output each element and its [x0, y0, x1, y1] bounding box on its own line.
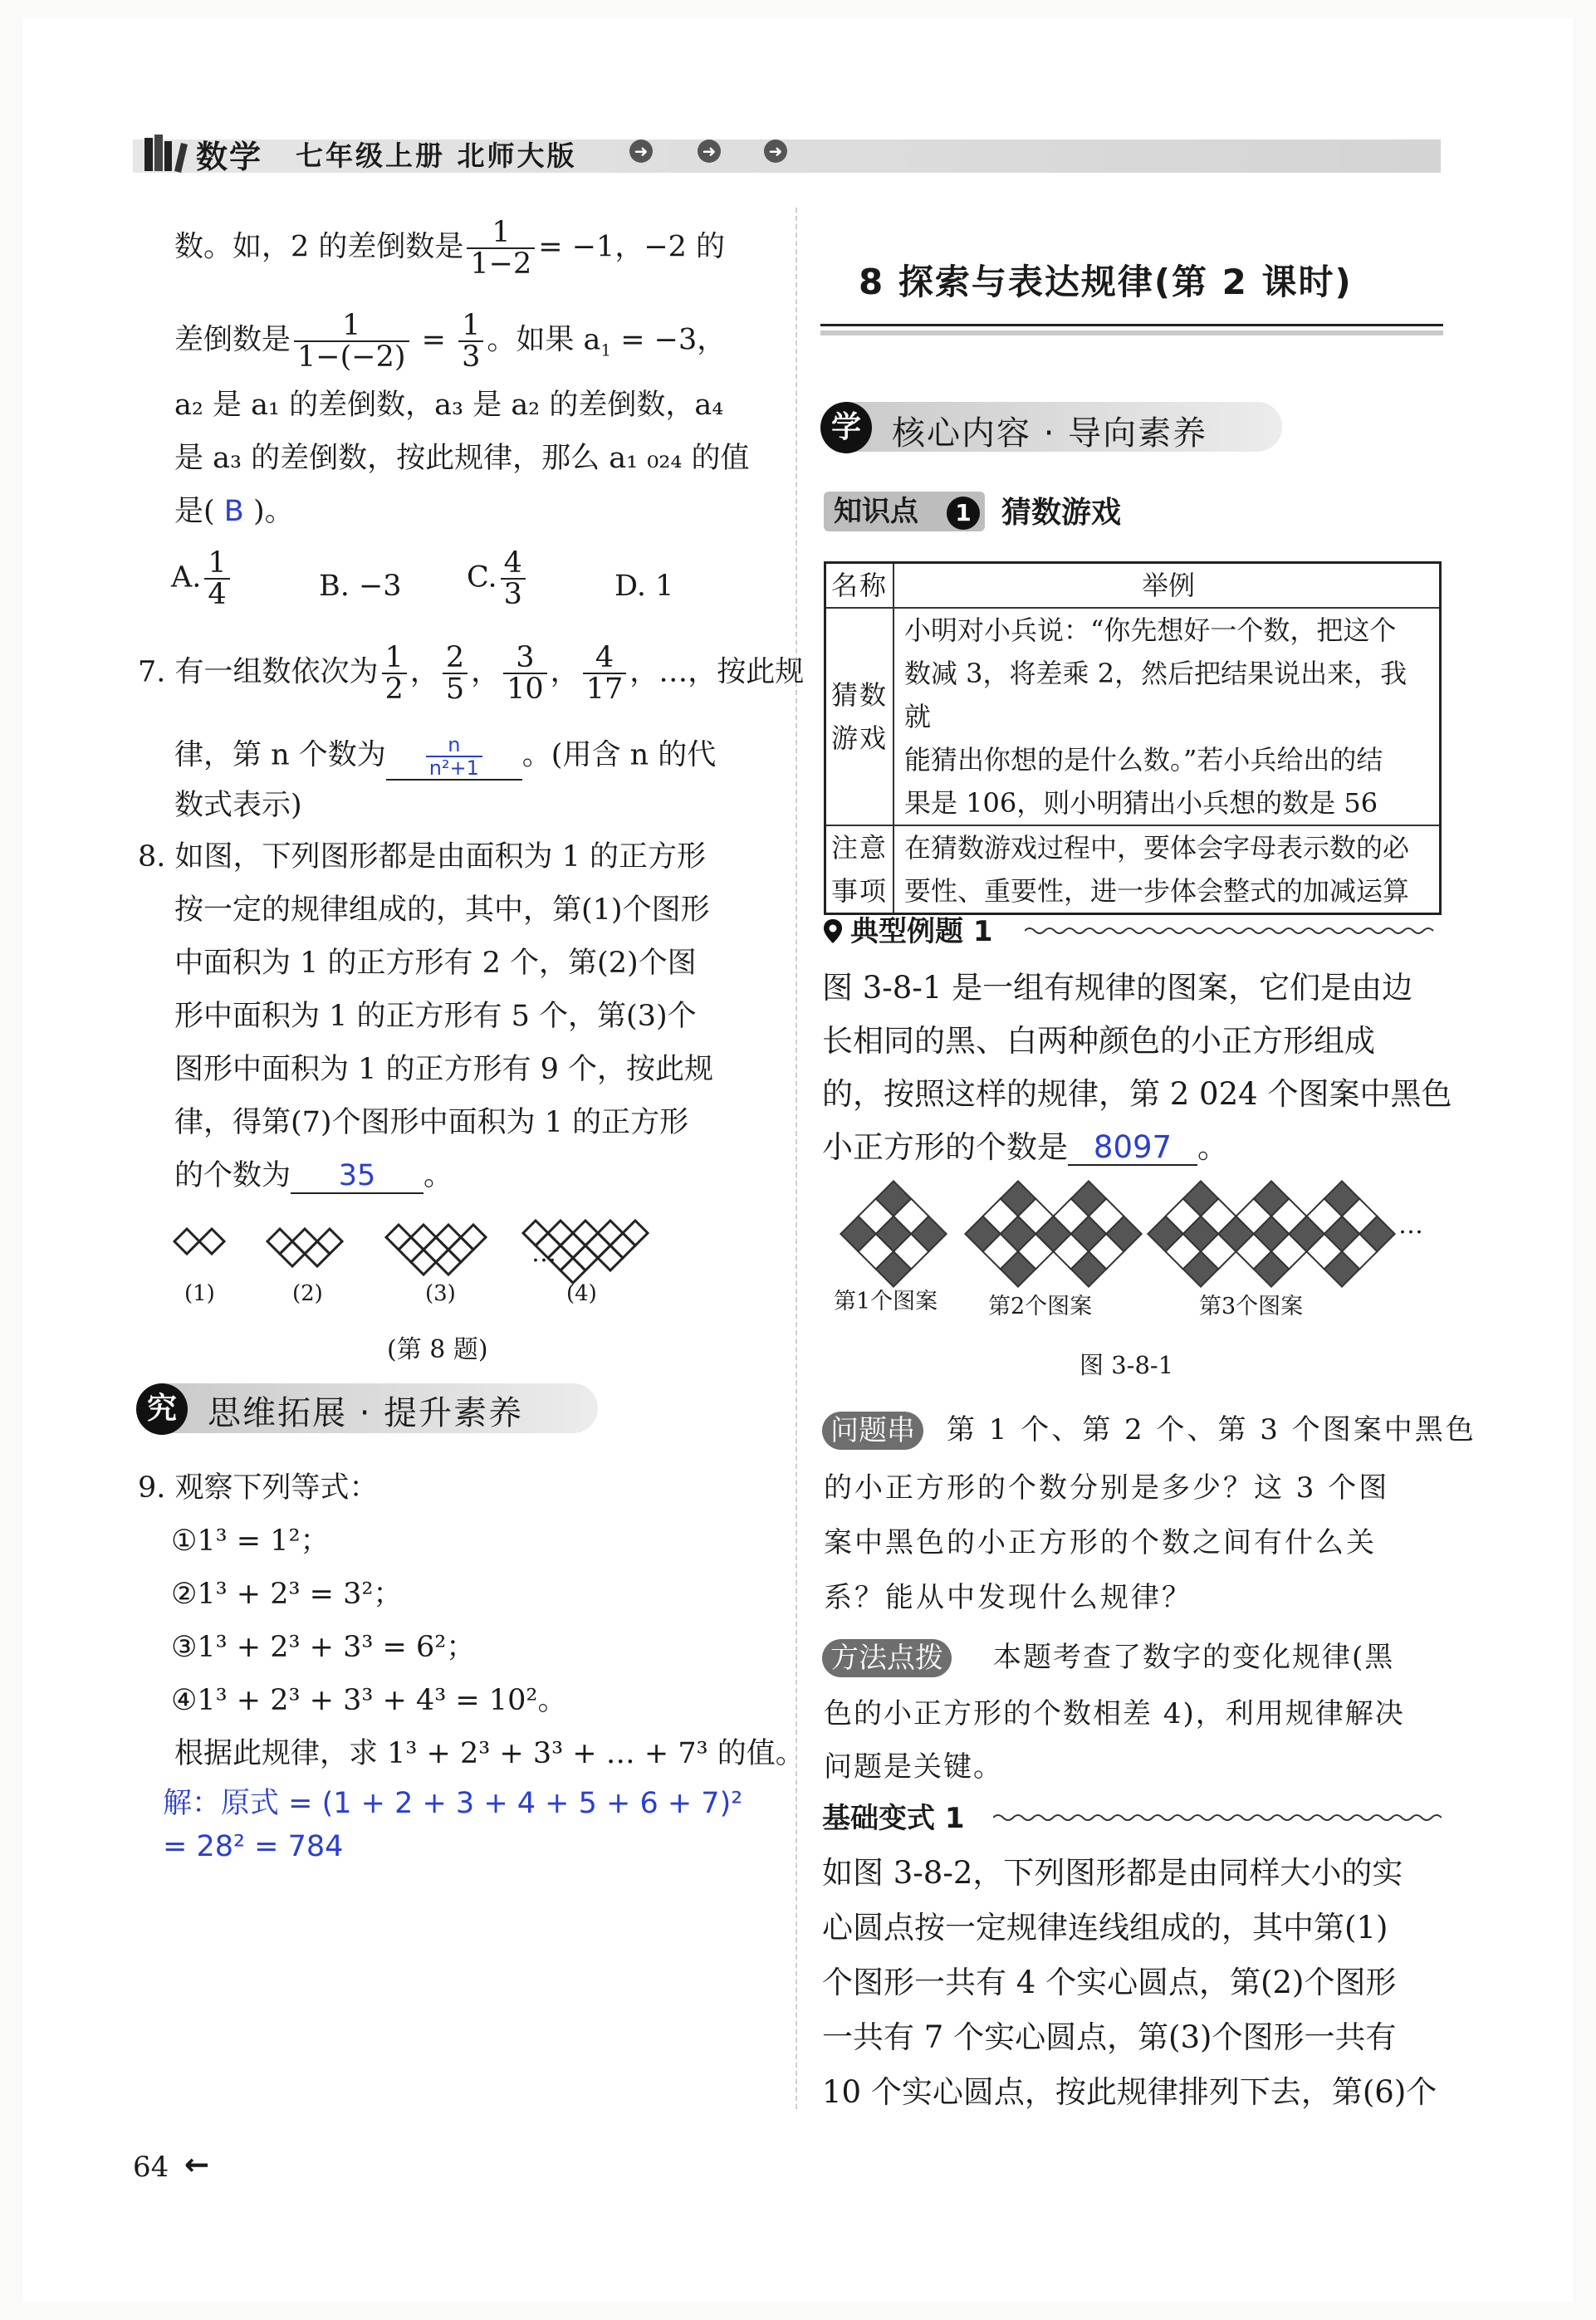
q6-text: 。如果 a [487, 323, 601, 357]
table-cell-name [825, 825, 894, 914]
wavy-divider [1025, 925, 1440, 937]
question-line-4: 系？能从中发现什么规律？ [824, 1581, 1192, 1614]
location-pin-icon [822, 918, 844, 945]
q6-text: 差倒数是 [174, 323, 291, 357]
q7-text: 。(用含 n 的代 [521, 738, 717, 772]
q6-line5 [174, 495, 294, 528]
page-number: 64 [133, 2151, 169, 2184]
knowledge-point-label: 知识点 [834, 495, 918, 528]
fraction-num: 1 [382, 643, 407, 674]
example-answer-blank [1068, 1131, 1197, 1166]
fraction-den: 1−2 [470, 247, 532, 281]
example-answer: 8097 [1093, 1129, 1173, 1165]
fraction [501, 548, 526, 609]
pattern-1 [840, 1181, 946, 1286]
example-text: 。 [1197, 1129, 1228, 1165]
cell-line: 游戏 [830, 722, 888, 754]
q8-answer-blank [291, 1159, 423, 1194]
cell-line: 数减 3，将差乘 2，然后把结果说出来，我就 [904, 658, 1408, 732]
fraction-den: 10 [507, 673, 544, 706]
title-underline [820, 324, 1443, 326]
fraction-den: 3 [503, 578, 522, 611]
table-cell-name [825, 608, 894, 825]
q8-ellipsis: … [531, 1239, 556, 1268]
variant-line-4: 一共有 7 个实心圆点，第(3)个图形一共有 [822, 2019, 1397, 2055]
q7-text: 7. 有一组数依次为 [138, 655, 379, 689]
fraction [467, 218, 535, 279]
q7-line3: 数式表示) [174, 789, 302, 822]
q8-fig-label-3: (3) [425, 1281, 456, 1306]
table-header-example: 举例 [893, 563, 1441, 609]
section-title-core: 核心内容 · 导向素养 [892, 414, 1208, 453]
question-line-3: 案中黑色的小正方形的个数之间有什么关 [824, 1526, 1377, 1559]
q8-answer: 35 [338, 1159, 376, 1192]
method-tip-tag: 方法点拨 [822, 1639, 952, 1677]
fraction-num: n [426, 734, 482, 757]
example-line-3: 的，按照这样的规律，第 2 024 个图案中黑色 [822, 1076, 1452, 1112]
cell-line: 注意 [830, 832, 888, 864]
fraction-den: n²+1 [428, 756, 479, 780]
method-line-1: 本题考查了数字的变化规律(黑 [993, 1641, 1395, 1674]
method-line-3: 问题是关键。 [824, 1750, 1003, 1784]
fraction [458, 311, 483, 372]
q7-text: ，…，按此规 [629, 655, 805, 689]
table-cell-example [893, 608, 1441, 825]
q6-text: = −3， [611, 323, 727, 357]
q6-line4: 是 a₃ 的差倒数，按此规律，那么 a₁ ₀₂₄ 的值 [174, 442, 750, 475]
q6-text: )。 [252, 495, 294, 528]
example-line-2: 长相同的黑、白两种颜色的小正方形组成 [822, 1023, 1375, 1059]
arrow-right-icon: ➜ [764, 139, 787, 163]
fraction [583, 643, 627, 704]
fraction-num: 3 [503, 643, 547, 674]
lesson-title: 8 探索与表达规律(第 2 课时) [859, 262, 1353, 302]
q6-text: 数。如，2 的差倒数是 [174, 230, 464, 264]
arrow-right-icon: ➜ [629, 139, 653, 163]
header-book-info: 七年级上册 北师大版 [296, 139, 577, 172]
books-logo-icon [141, 131, 191, 174]
knowledge-point-title: 猜数游戏 [1001, 496, 1122, 530]
q7-answer [426, 734, 482, 779]
table-row [825, 563, 1441, 609]
q9-solution-1: 解：原式 = (1 + 2 + 3 + 4 + 5 + 6 + 7)² [163, 1787, 743, 1820]
q6-sub: 1 [600, 340, 612, 360]
q8-figure-2 [267, 1229, 342, 1266]
q6-option-b: B. −3 [319, 570, 402, 603]
cell-line: 小明对小兵说：“你先想好一个数，把这个 [904, 614, 1397, 646]
q6-option-d: D. 1 [614, 570, 674, 603]
q8-line7 [174, 1159, 453, 1194]
q6-text: 是( [174, 495, 215, 528]
q9-eq-1: ①1³ = 1²； [171, 1525, 330, 1558]
q8-text: 的个数为 [174, 1159, 291, 1192]
q6-line1 [174, 218, 725, 279]
fraction-den: 3 [462, 340, 481, 374]
q6-answer: B [223, 495, 244, 528]
arrow-right-icon: ➜ [698, 139, 721, 163]
variant-line-3: 个图形一共有 4 个实心圆点，第(2)个图形 [822, 1965, 1397, 2000]
fraction-num: 1 [294, 311, 409, 342]
fraction [294, 311, 409, 372]
title-underline-shade [820, 330, 1443, 335]
fraction-num: 2 [443, 643, 468, 674]
q9-eq-2: ②1³ + 2³ = 3²； [171, 1578, 403, 1611]
cell-line: 猜数 [830, 679, 888, 711]
fraction-den: 17 [585, 673, 624, 706]
q8-figure [166, 1212, 764, 1287]
variant-title: 基础变式 1 [822, 1802, 965, 1835]
wavy-divider [993, 1812, 1442, 1823]
header-subject: 数学 [196, 139, 263, 175]
cell-line: 果是 106，则小明猜出小兵想的数是 56 [904, 787, 1378, 819]
knowledge-table [824, 561, 1442, 915]
q8-figure-3 [386, 1225, 486, 1275]
knowledge-point-number: 1 [947, 497, 980, 530]
example-line-4 [822, 1131, 1228, 1166]
fraction-den: 1−(−2) [297, 340, 406, 374]
q6-line2: 差倒数是 $\frac{1}{1-(-2)}$ = $\frac{1}{3}$ 。如果 $a_1 = -3$， [174, 309, 727, 374]
q6-option-c [467, 548, 529, 609]
example-line-1: 图 3-8-1 是一组有规律的图案，它们是由边 [822, 970, 1413, 1006]
example-text: 小正方形的个数是 [822, 1129, 1068, 1165]
section-circle-icon: 究 [136, 1383, 188, 1435]
fraction-num: 1 [204, 548, 229, 580]
pattern-label-3: 第3个图案 [1199, 1294, 1304, 1319]
fraction-num: 1 [467, 218, 535, 249]
q7-line1: 7. 有一组数依次为 $\frac{1}{2}$ ， $\frac{2}{5}$ ， $\frac{3}{10}$ ， $\frac{4}{17}$ ，…，按此规 [138, 641, 805, 706]
variant-line-5: 10 个实心圆点，按此规律排列下去，第(6)个 [822, 2074, 1437, 2110]
q8-line1: 8. 如图，下列图形都是由面积为 1 的正方形 [138, 840, 707, 874]
table-row [825, 608, 1441, 825]
q8-line2: 按一定的规律组成的，其中，第(1)个图形 [174, 893, 710, 927]
q8-line5: 图形中面积为 1 的正方形有 9 个，按此规 [174, 1053, 714, 1086]
cell-line: 要性、重要性，进一步体会整式的加减运算 [904, 875, 1410, 907]
q8-caption: (第 8 题) [387, 1335, 488, 1364]
q8-line6: 律，得第(7)个图形中面积为 1 的正方形 [174, 1106, 689, 1139]
q8-fig-label-4: (4) [566, 1281, 597, 1306]
question-line-2: 的小正方形的个数分别是多少？这 3 个图 [824, 1471, 1390, 1505]
figure-3-8-1 [839, 1177, 1420, 1302]
question-line-1: 第 1 个、第 2 个、第 3 个图案中黑色 [947, 1413, 1476, 1446]
cell-line: 在猜数游戏过程中，要体会字母表示数的必 [904, 832, 1410, 864]
fraction-den: 2 [384, 673, 404, 706]
section-title-extend: 思维拓展 · 提升素养 [208, 1394, 524, 1432]
question-chain-tag: 问题串 [822, 1412, 923, 1450]
figure-ellipsis: … [1398, 1211, 1423, 1240]
fraction-den: 4 [208, 578, 227, 611]
section-circle-icon: 学 [820, 402, 872, 453]
example-title: 典型例题 1 [850, 915, 993, 948]
variant-line-1: 如图 3-8-2，下列图形都是由同样大小的实 [822, 1855, 1403, 1891]
fraction-num: 4 [501, 548, 526, 580]
pattern-label-1: 第1个图案 [834, 1289, 938, 1314]
q9-title: 9. 观察下列等式： [138, 1471, 379, 1505]
q8-text: 。 [423, 1159, 453, 1192]
q9-eq-3: ③1³ + 2³ + 3³ = 6²； [171, 1631, 476, 1664]
q7-line2 [174, 734, 716, 781]
q6-option-a [171, 548, 233, 609]
table-row [825, 825, 1441, 914]
q7-text: 律，第 n 个数为 [174, 738, 386, 772]
fraction-den: 5 [445, 673, 465, 706]
pattern-2 [965, 1181, 1141, 1286]
q8-fig-label-2: (2) [292, 1281, 323, 1306]
page-back-arrow-icon: ← [184, 2148, 210, 2182]
q6-text: = −1，−2 的 [538, 230, 726, 264]
q8-line3: 中面积为 1 的正方形有 2 个，第(2)个图 [174, 947, 697, 980]
fraction [382, 643, 407, 704]
table-header-name: 名称 [825, 563, 894, 609]
q7-answer-blank [386, 734, 522, 781]
option-label: A. [171, 560, 202, 595]
fraction [503, 643, 547, 704]
table-cell-example [893, 825, 1441, 914]
q6-line3: a₂ 是 a₁ 的差倒数，a₃ 是 a₂ 的差倒数，a₄ [174, 389, 724, 422]
q8-figure-1 [174, 1229, 224, 1254]
cell-line: 能猜出你想的是什么数。”若小兵给出的结 [904, 744, 1383, 776]
q9-eq-4: ④1³ + 2³ + 3³ + 4³ = 10²。 [171, 1684, 567, 1717]
method-line-2: 色的小正方形的个数相差 4)，利用规律解决 [824, 1697, 1405, 1730]
fraction-num: 4 [583, 643, 627, 674]
option-label: C. [467, 560, 497, 595]
fraction [443, 643, 468, 704]
q8-line4: 形中面积为 1 的正方形有 5 个，第(3)个 [174, 1000, 697, 1033]
fraction [204, 548, 229, 609]
pattern-label-2: 第2个图案 [988, 1294, 1093, 1319]
fraction-num: 1 [458, 311, 483, 342]
variant-line-2: 心圆点按一定规律连线组成的，其中第(1) [822, 1910, 1388, 1946]
figure-caption: 图 3-8-1 [1080, 1351, 1174, 1379]
cell-line: 事项 [830, 875, 888, 907]
q9-ask: 根据此规律，求 1³ + 2³ + 3³ + … + 7³ 的值。 [174, 1737, 805, 1770]
q8-fig-label-1: (1) [184, 1281, 215, 1306]
column-divider [796, 208, 797, 2109]
pattern-3 [1148, 1181, 1394, 1286]
q9-solution-2: = 28² = 784 [163, 1830, 344, 1863]
